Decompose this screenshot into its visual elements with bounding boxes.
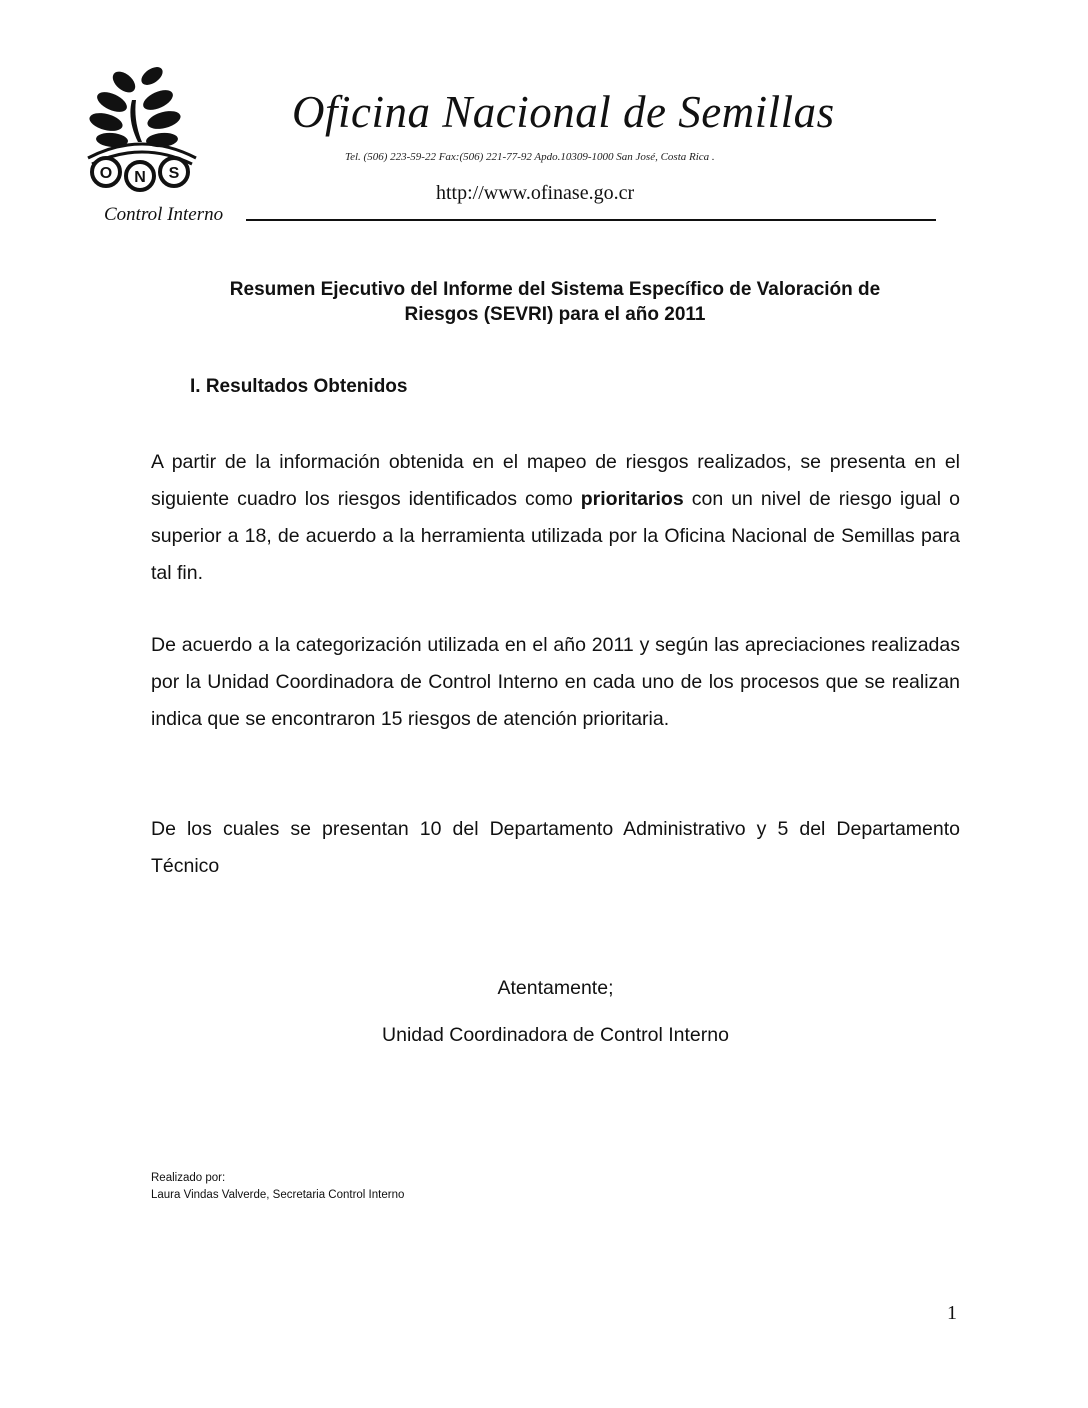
paragraph-2: De acuerdo a la categorización utilizada en el año 2011 y según las apreciaciones realizadas por la Unidad Coordinadora de Control Interno en cada uno de los procesos que se realizan indica que se encontraron 15 riesgos de atención prioritaria. [151, 634, 960, 730]
unit-label: Control Interno [104, 204, 224, 225]
org-name: Oficina Nacional de Semillas [292, 87, 835, 137]
paragraph-3: De los cuales se presentan 10 del Departamento Administrativo y 5 del Departamento Técnico [151, 818, 960, 877]
ons-logo [82, 60, 202, 195]
paragraph-1-start: A partir de la información obtenida en el mapeo de riesgos realizados, se presenta en el siguiente cuadro los riesgos identificados como [151, 451, 960, 510]
svg-text:O: O [99, 165, 113, 182]
paragraph-1 [151, 444, 960, 592]
website-url: http://www.ofinase.go.cr [436, 182, 635, 204]
page-number: 1 [947, 1302, 957, 1324]
title-line-2: Riesgos (SEVRI) para el año 2011 [404, 304, 706, 325]
prepared-by-name: Laura Vindas Valverde, Secretaria Control Interno [151, 1189, 405, 1201]
title-line-1: Resumen Ejecutivo del Informe del Sistema Específico de Valoración de [229, 279, 881, 300]
header-divider [246, 219, 936, 221]
section-heading: I. Resultados Obtenidos [190, 376, 408, 397]
paragraph-1-end: con un nivel de riesgo igual o superior a 18, de acuerdo a la herramienta utilizada por la Oficina Nacional de Semillas para tal fin. [151, 488, 960, 584]
closing-salutation: Atentamente; [497, 977, 614, 999]
contact-info: Tel. (506) 223-59-22 Fax:(506) 221-77-92 Apdo.10309-1000 San José, Costa Rica . [345, 151, 715, 163]
document-title [150, 277, 960, 327]
prepared-by-label: Realizado por: [151, 1172, 226, 1184]
closing-signature-unit: Unidad Coordinadora de Control Interno [382, 1024, 729, 1046]
svg-text:S: S [168, 165, 180, 182]
svg-text:N: N [134, 169, 146, 186]
paragraph-1-bold: prioritarios [580, 488, 684, 510]
